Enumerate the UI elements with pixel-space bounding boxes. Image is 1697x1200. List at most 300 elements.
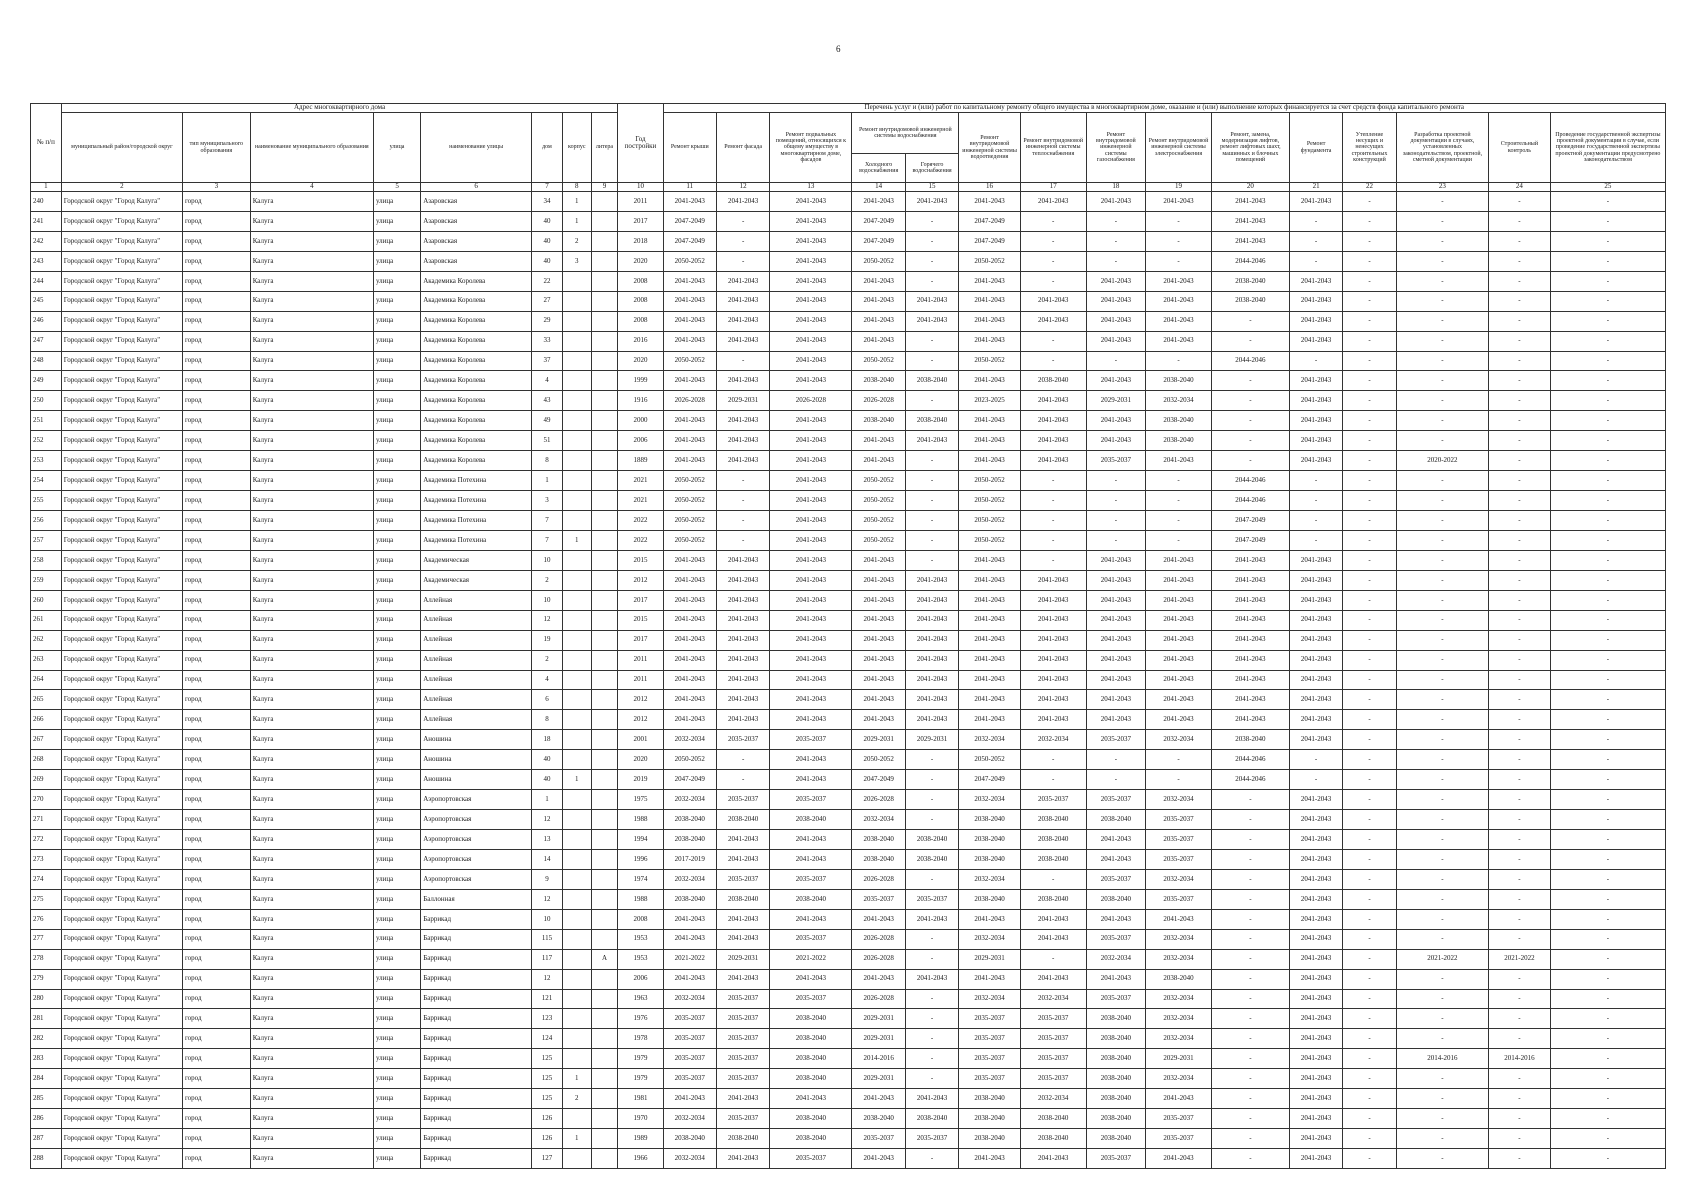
table-row: [31, 1029, 1666, 1049]
table-cell: Калуга: [250, 810, 373, 830]
table-cell: 2038-2040: [1211, 271, 1289, 291]
table-cell: улица: [373, 830, 420, 850]
table-cell: -: [905, 1049, 958, 1069]
table-cell: Аэропортовская: [421, 869, 532, 889]
table-cell: 2038-2040: [1146, 371, 1212, 391]
table-cell: -: [1396, 590, 1488, 610]
table-cell: [591, 1049, 618, 1069]
table-cell: 7: [532, 511, 563, 531]
table-cell: 2016: [618, 331, 663, 351]
table-cell: -: [1396, 710, 1488, 730]
table-cell: 288: [31, 1149, 62, 1169]
table-cell: Городской округ "Город Калуга": [61, 830, 182, 850]
table-cell: 18: [532, 730, 563, 750]
table-cell: город: [182, 371, 250, 391]
table-cell: Аллейная: [421, 690, 532, 710]
table-cell: 40: [532, 770, 563, 790]
table-cell: 2041-2043: [959, 710, 1021, 730]
table-cell: 2041-2043: [770, 251, 852, 271]
table-cell: улица: [373, 949, 420, 969]
table-cell: -: [1396, 550, 1488, 570]
table-row: [31, 1009, 1666, 1029]
table-cell: 2041-2043: [1211, 670, 1289, 690]
table-cell: Городской округ "Город Калуга": [61, 192, 182, 212]
table-cell: -: [1146, 211, 1212, 231]
table-cell: [591, 830, 618, 850]
table-cell: 2041-2043: [959, 192, 1021, 212]
table-cell: 2038-2040: [1086, 1109, 1146, 1129]
table-cell: -: [905, 530, 958, 550]
table-cell: 251: [31, 411, 62, 431]
table-cell: Калуга: [250, 451, 373, 471]
table-cell: -: [1550, 790, 1665, 810]
table-cell: 2035-2037: [852, 1129, 905, 1149]
table-cell: 2041-2043: [1086, 670, 1146, 690]
table-cell: 2035-2037: [663, 1069, 716, 1089]
table-cell: Калуга: [250, 670, 373, 690]
table-cell: 2050-2052: [852, 750, 905, 770]
table-row: [31, 869, 1666, 889]
table-cell: 6: [532, 690, 563, 710]
table-cell: -: [1211, 909, 1289, 929]
table-cell: 2041-2043: [716, 670, 769, 690]
table-cell: [591, 710, 618, 730]
table-row: [31, 570, 1666, 590]
table-cell: город: [182, 211, 250, 231]
table-cell: -: [1343, 391, 1396, 411]
table-cell: -: [1343, 431, 1396, 451]
table-cell: 2041-2043: [1146, 1149, 1212, 1169]
col-header-mo-name: наименование муниципального образования: [250, 113, 373, 183]
table-cell: -: [1343, 630, 1396, 650]
table-cell: улица: [373, 849, 420, 869]
table-cell: 2038-2040: [959, 849, 1021, 869]
table-cell: 2041-2043: [1289, 1129, 1342, 1149]
table-cell: 2041-2043: [716, 969, 769, 989]
table-cell: 2035-2037: [1020, 790, 1086, 810]
table-cell: [591, 670, 618, 690]
table-cell: улица: [373, 1049, 420, 1069]
table-cell: 2035-2037: [716, 989, 769, 1009]
table-cell: 2041-2043: [1289, 1029, 1342, 1049]
table-cell: [591, 909, 618, 929]
table-cell: Городской округ "Город Калуга": [61, 1009, 182, 1029]
table-cell: 2038-2040: [1020, 371, 1086, 391]
table-row: [31, 949, 1666, 969]
table-cell: 1978: [618, 1029, 663, 1049]
table-cell: 2041-2043: [1086, 550, 1146, 570]
table-cell: [591, 1129, 618, 1149]
table-cell: 2041-2043: [663, 630, 716, 650]
table-cell: 2041-2043: [770, 271, 852, 291]
column-number: 12: [716, 183, 769, 192]
table-cell: улица: [373, 630, 420, 650]
table-cell: -: [1550, 1129, 1665, 1149]
table-cell: 2041-2043: [852, 610, 905, 630]
table-cell: Калуга: [250, 949, 373, 969]
table-cell: город: [182, 271, 250, 291]
table-cell: -: [1550, 1029, 1665, 1049]
table-cell: 2041-2043: [852, 1149, 905, 1169]
table-cell: 2029-2031: [1146, 1049, 1212, 1069]
table-cell: -: [1343, 511, 1396, 531]
table-cell: Калуга: [250, 491, 373, 511]
table-cell: 2041-2043: [1146, 311, 1212, 331]
table-cell: -: [1343, 889, 1396, 909]
table-cell: -: [1396, 690, 1488, 710]
table-cell: -: [1146, 231, 1212, 251]
table-row: [31, 830, 1666, 850]
table-cell: 2047-2049: [663, 770, 716, 790]
col-header-design: Разработка проектной документации в случаях, установленных законодательством, проектной, сметной документации: [1396, 113, 1488, 183]
table-cell: -: [1489, 1009, 1551, 1029]
table-cell: Калуга: [250, 291, 373, 311]
table-cell: 1979: [618, 1049, 663, 1069]
table-cell: Городской округ "Город Калуга": [61, 331, 182, 351]
column-number: 14: [852, 183, 905, 192]
table-cell: -: [1146, 750, 1212, 770]
col-header-heat: Ремонт внутридомовой инженерной системы теплоснабжения: [1020, 113, 1086, 183]
table-cell: Калуга: [250, 550, 373, 570]
table-cell: город: [182, 511, 250, 531]
table-cell: 1966: [618, 1149, 663, 1169]
table-cell: 49: [532, 411, 563, 431]
table-cell: 2032-2034: [1020, 730, 1086, 750]
table-cell: [591, 192, 618, 212]
table-cell: 2041-2043: [1146, 690, 1212, 710]
table-cell: 2047-2049: [663, 231, 716, 251]
table-cell: 2041-2043: [1086, 630, 1146, 650]
table-cell: 2041-2043: [716, 1149, 769, 1169]
table-cell: [562, 511, 591, 531]
table-cell: 2035-2037: [959, 1069, 1021, 1089]
table-cell: [562, 371, 591, 391]
table-cell: 2020: [618, 251, 663, 271]
table-cell: 123: [532, 1009, 563, 1029]
table-cell: 2023-2025: [959, 391, 1021, 411]
table-cell: -: [1396, 251, 1488, 271]
table-cell: 2011: [618, 670, 663, 690]
table-cell: 2041-2043: [1146, 710, 1212, 730]
table-cell: 2038-2040: [1086, 1009, 1146, 1029]
table-cell: 2041-2043: [1146, 331, 1212, 351]
table-cell: [562, 491, 591, 511]
table-cell: -: [1489, 570, 1551, 590]
table-cell: 2029-2031: [852, 1069, 905, 1089]
table-cell: 2038-2040: [770, 810, 852, 830]
column-number: 22: [1343, 183, 1396, 192]
table-cell: 2047-2049: [663, 211, 716, 231]
table-cell: Городской округ "Город Калуга": [61, 451, 182, 471]
table-cell: 2032-2034: [663, 790, 716, 810]
table-cell: Городской округ "Город Калуга": [61, 690, 182, 710]
table-cell: -: [1550, 371, 1665, 391]
table-cell: 2041-2043: [1211, 570, 1289, 590]
table-cell: -: [1396, 491, 1488, 511]
table-cell: [562, 750, 591, 770]
table-cell: 40: [532, 251, 563, 271]
table-cell: 2050-2052: [663, 351, 716, 371]
table-row: [31, 231, 1666, 251]
table-cell: -: [1020, 511, 1086, 531]
table-cell: -: [1550, 610, 1665, 630]
table-cell: Баррикад: [421, 989, 532, 1009]
table-cell: 2038-2040: [1086, 1029, 1146, 1049]
address-group-header: Адрес многоквартирного дома: [61, 104, 618, 113]
table-cell: -: [1550, 929, 1665, 949]
table-cell: -: [905, 511, 958, 531]
table-cell: 2032-2034: [1146, 989, 1212, 1009]
table-cell: 1916: [618, 391, 663, 411]
table-cell: Калуга: [250, 431, 373, 451]
col-header-mo-type: тип муниципального образования: [182, 113, 250, 183]
capital-repair-table: [30, 103, 1666, 1169]
table-cell: -: [1396, 830, 1488, 850]
table-cell: 2041-2043: [770, 231, 852, 251]
table-cell: 274: [31, 869, 62, 889]
table-cell: -: [1489, 650, 1551, 670]
table-cell: -: [1489, 810, 1551, 830]
table-cell: 2041-2043: [1146, 451, 1212, 471]
table-cell: -: [1343, 1149, 1396, 1169]
table-cell: 2041-2043: [852, 311, 905, 331]
table-cell: город: [182, 1049, 250, 1069]
table-cell: -: [1550, 251, 1665, 271]
table-cell: 2041-2043: [959, 411, 1021, 431]
table-cell: [591, 411, 618, 431]
table-cell: 2041-2043: [1289, 889, 1342, 909]
table-cell: 2014-2016: [1396, 1049, 1488, 1069]
table-cell: -: [1550, 1149, 1665, 1169]
column-number: 10: [618, 183, 663, 192]
table-cell: -: [1550, 869, 1665, 889]
table-row: [31, 750, 1666, 770]
table-cell: -: [1211, 451, 1289, 471]
table-cell: 1963: [618, 989, 663, 1009]
table-cell: -: [1489, 311, 1551, 331]
table-cell: 260: [31, 590, 62, 610]
table-cell: Академика Королева: [421, 351, 532, 371]
table-cell: [591, 1109, 618, 1129]
table-cell: [562, 929, 591, 949]
table-cell: [591, 869, 618, 889]
table-cell: улица: [373, 889, 420, 909]
table-cell: 248: [31, 351, 62, 371]
table-cell: город: [182, 1029, 250, 1049]
table-cell: -: [1211, 1029, 1289, 1049]
table-cell: Городской округ "Город Калуга": [61, 849, 182, 869]
table-cell: 1974: [618, 869, 663, 889]
table-cell: Калуга: [250, 1069, 373, 1089]
table-cell: 249: [31, 371, 62, 391]
table-cell: 2041-2043: [1289, 1049, 1342, 1069]
table-cell: 2041-2043: [1289, 331, 1342, 351]
table-cell: 246: [31, 311, 62, 331]
table-cell: Городской округ "Город Калуга": [61, 750, 182, 770]
table-cell: 2038-2040: [663, 1129, 716, 1149]
table-cell: -: [1396, 331, 1488, 351]
col-header-lift: Ремонт, замена, модернизация лифтов, ремонт лифтовых шахт, машинных и блочных помещений: [1211, 113, 1289, 183]
table-cell: Калуга: [250, 630, 373, 650]
table-cell: -: [1489, 730, 1551, 750]
table-cell: 2041-2043: [770, 969, 852, 989]
table-cell: [591, 511, 618, 531]
table-cell: -: [1489, 929, 1551, 949]
table-row: [31, 351, 1666, 371]
table-cell: 2038-2040: [959, 1109, 1021, 1129]
table-cell: -: [1020, 211, 1086, 231]
table-cell: -: [1489, 889, 1551, 909]
table-cell: -: [1211, 391, 1289, 411]
table-cell: Городской округ "Город Калуга": [61, 311, 182, 331]
table-cell: 115: [532, 929, 563, 949]
table-cell: 2038-2040: [1020, 1129, 1086, 1149]
table-row: [31, 1069, 1666, 1089]
table-cell: улица: [373, 810, 420, 830]
table-cell: 2041-2043: [959, 969, 1021, 989]
table-cell: 285: [31, 1089, 62, 1109]
table-row: [31, 291, 1666, 311]
table-cell: улица: [373, 391, 420, 411]
table-cell: -: [1489, 331, 1551, 351]
table-cell: -: [1489, 451, 1551, 471]
table-cell: 2041-2043: [1020, 311, 1086, 331]
table-cell: 2047-2049: [959, 231, 1021, 251]
table-row: [31, 431, 1666, 451]
table-cell: улица: [373, 211, 420, 231]
table-cell: 2041-2043: [852, 590, 905, 610]
table-cell: -: [1289, 251, 1342, 271]
table-cell: 2029-2031: [716, 949, 769, 969]
table-cell: 2041-2043: [716, 311, 769, 331]
table-cell: 2011: [618, 650, 663, 670]
table-cell: -: [1489, 969, 1551, 989]
table-cell: 2041-2043: [1211, 192, 1289, 212]
table-cell: 2041-2043: [1146, 192, 1212, 212]
table-cell: 244: [31, 271, 62, 291]
table-cell: Городской округ "Город Калуга": [61, 949, 182, 969]
table-cell: [562, 391, 591, 411]
table-cell: 2041-2043: [959, 271, 1021, 291]
table-cell: 2035-2037: [716, 1109, 769, 1129]
table-cell: Аэропортовская: [421, 849, 532, 869]
table-cell: улица: [373, 710, 420, 730]
table-cell: 126: [532, 1129, 563, 1149]
table-cell: 1975: [618, 790, 663, 810]
table-cell: 2032-2034: [959, 790, 1021, 810]
table-cell: -: [1489, 192, 1551, 212]
column-number: 17: [1020, 183, 1086, 192]
table-cell: 2041-2043: [770, 590, 852, 610]
table-cell: Калуга: [250, 271, 373, 291]
table-cell: 2035-2037: [1020, 1009, 1086, 1029]
table-cell: 2041-2043: [1289, 451, 1342, 471]
table-cell: 2041-2043: [663, 650, 716, 670]
table-cell: 2050-2052: [959, 351, 1021, 371]
table-cell: -: [1343, 929, 1396, 949]
table-cell: Баррикад: [421, 1009, 532, 1029]
table-cell: 2041-2043: [1289, 192, 1342, 212]
table-cell: 2041-2043: [1211, 550, 1289, 570]
table-cell: -: [1396, 650, 1488, 670]
table-cell: город: [182, 670, 250, 690]
table-cell: 2035-2037: [716, 1069, 769, 1089]
table-cell: город: [182, 570, 250, 590]
table-cell: -: [1396, 1129, 1488, 1149]
table-cell: -: [1489, 989, 1551, 1009]
table-cell: 2: [532, 650, 563, 670]
table-cell: 2041-2043: [663, 550, 716, 570]
table-cell: 2047-2049: [959, 211, 1021, 231]
table-cell: город: [182, 1009, 250, 1029]
table-cell: 1989: [618, 1129, 663, 1149]
table-cell: Городской округ "Город Калуга": [61, 770, 182, 790]
table-cell: 2032-2034: [1146, 1009, 1212, 1029]
table-cell: -: [1489, 471, 1551, 491]
table-cell: улица: [373, 192, 420, 212]
table-cell: -: [1550, 451, 1665, 471]
table-row: [31, 251, 1666, 271]
table-cell: 2041-2043: [905, 311, 958, 331]
table-cell: 240: [31, 192, 62, 212]
table-cell: Аллейная: [421, 590, 532, 610]
table-cell: 2041-2043: [1146, 670, 1212, 690]
table-cell: 2035-2037: [905, 889, 958, 909]
table-cell: -: [1489, 1089, 1551, 1109]
table-cell: 1953: [618, 949, 663, 969]
table-cell: 2041-2043: [1020, 610, 1086, 630]
table-cell: 2041-2043: [663, 969, 716, 989]
table-cell: -: [1396, 1089, 1488, 1109]
table-cell: 2041-2043: [852, 451, 905, 471]
table-row: [31, 690, 1666, 710]
table-cell: 2038-2040: [959, 830, 1021, 850]
table-cell: [591, 750, 618, 770]
table-cell: 2041-2043: [1146, 271, 1212, 291]
table-cell: 2041-2043: [852, 550, 905, 570]
table-cell: 2041-2043: [959, 630, 1021, 650]
table-cell: 2041-2043: [716, 650, 769, 670]
table-cell: [562, 670, 591, 690]
table-cell: Калуга: [250, 192, 373, 212]
table-cell: Городской округ "Город Калуга": [61, 790, 182, 810]
table-cell: 2038-2040: [959, 1089, 1021, 1109]
table-cell: город: [182, 351, 250, 371]
table-cell: -: [1396, 630, 1488, 650]
table-cell: 2041-2043: [905, 909, 958, 929]
table-cell: [562, 730, 591, 750]
table-cell: 1988: [618, 810, 663, 830]
table-cell: Академика Королева: [421, 291, 532, 311]
table-cell: 2032-2034: [663, 1149, 716, 1169]
table-cell: 2038-2040: [905, 830, 958, 850]
table-cell: 2041-2043: [770, 311, 852, 331]
table-cell: 22: [532, 271, 563, 291]
table-cell: -: [1396, 211, 1488, 231]
table-cell: -: [1211, 969, 1289, 989]
table-cell: 2041-2043: [1289, 271, 1342, 291]
table-cell: -: [1550, 431, 1665, 451]
table-cell: 2041-2043: [716, 411, 769, 431]
table-cell: город: [182, 291, 250, 311]
table-cell: -: [905, 869, 958, 889]
table-cell: 276: [31, 909, 62, 929]
table-cell: -: [1550, 570, 1665, 590]
table-cell: 2041-2043: [770, 1089, 852, 1109]
table-cell: -: [1086, 491, 1146, 511]
table-cell: 2041-2043: [1289, 630, 1342, 650]
column-number: 9: [591, 183, 618, 192]
